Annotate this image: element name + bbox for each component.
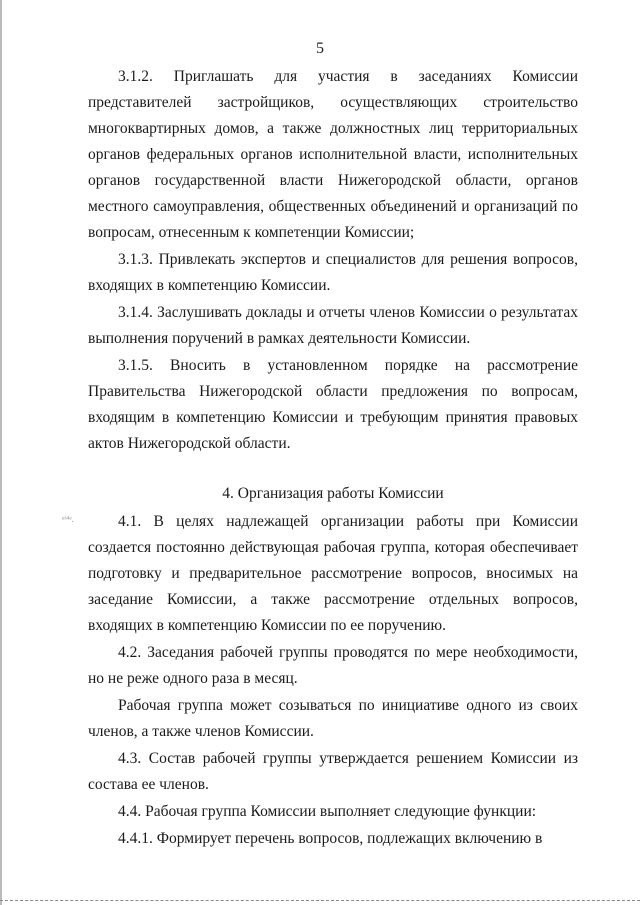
paragraph-4-1: 4.1. В целях надлежащей организации работы при Комиссии создается постоянно действующая рабочая группа, которая обеспечивает подготовку и предварительное рассмотрение вопросов, вносимых на заседание Комиссии, а также рассмотрение отдельных вопросов, входящих в компетенцию Комиссии по ее поручению. xyxy=(88,513,578,634)
paragraph-4-2: 4.2. Заседания рабочей группы проводятся по мере необходимости, но не реже одного раза в месяц. xyxy=(88,644,578,687)
scan-artifact: ᵉᶠ⁴ᵉ. xyxy=(62,514,74,524)
paragraph-working-group: Рабочая группа может созываться по инициативе одного из своих членов, а также членов Комиссии. xyxy=(88,697,578,740)
paragraph-3-1-4: 3.1.4. Заслушивать доклады и отчеты членов Комиссии о результатах выполнения поручений в рамках деятельности Комиссии. xyxy=(88,304,578,347)
scan-left-edge xyxy=(0,0,2,905)
document-body xyxy=(88,64,578,853)
paragraph-3-1-2: 3.1.2. Приглашать для участия в заседаниях Комиссии представителей застройщиков, осуществляющих строительство многоквартирных домов, а также должностных лиц территориальных органов федеральных органов исполнительной власти, исполнительных органов государственной власти Нижегородской области, органов местного самоуправления, общественных объединений и организаций по вопросам, отнесенным к компетенции Комиссии; xyxy=(88,68,578,241)
page-number: 5 xyxy=(316,40,324,57)
paragraph-4-3: 4.3. Состав рабочей группы утверждается решением Комиссии из состава ее членов. xyxy=(88,750,578,793)
page-bottom-rule xyxy=(0,900,640,901)
paragraph-4-4-1: 4.4.1. Формирует перечень вопросов, подлежащих включению в xyxy=(118,830,543,847)
paragraph-4-4: 4.4. Рабочая группа Комиссии выполняет следующие функции: xyxy=(118,803,537,820)
paragraph-3-1-5: 3.1.5. Вносить в установленном порядке на рассмотрение Правительства Нижегородской области предложения по вопросам, входящим в компетенцию Комиссии и требующим принятия правовых актов Нижегородской области. xyxy=(88,357,578,452)
paragraph-3-1-3: 3.1.3. Привлекать экспертов и специалистов для решения вопросов, входящих в компетенцию Комиссии. xyxy=(88,251,578,294)
section-title: 4. Организация работы Комиссии xyxy=(222,485,444,502)
